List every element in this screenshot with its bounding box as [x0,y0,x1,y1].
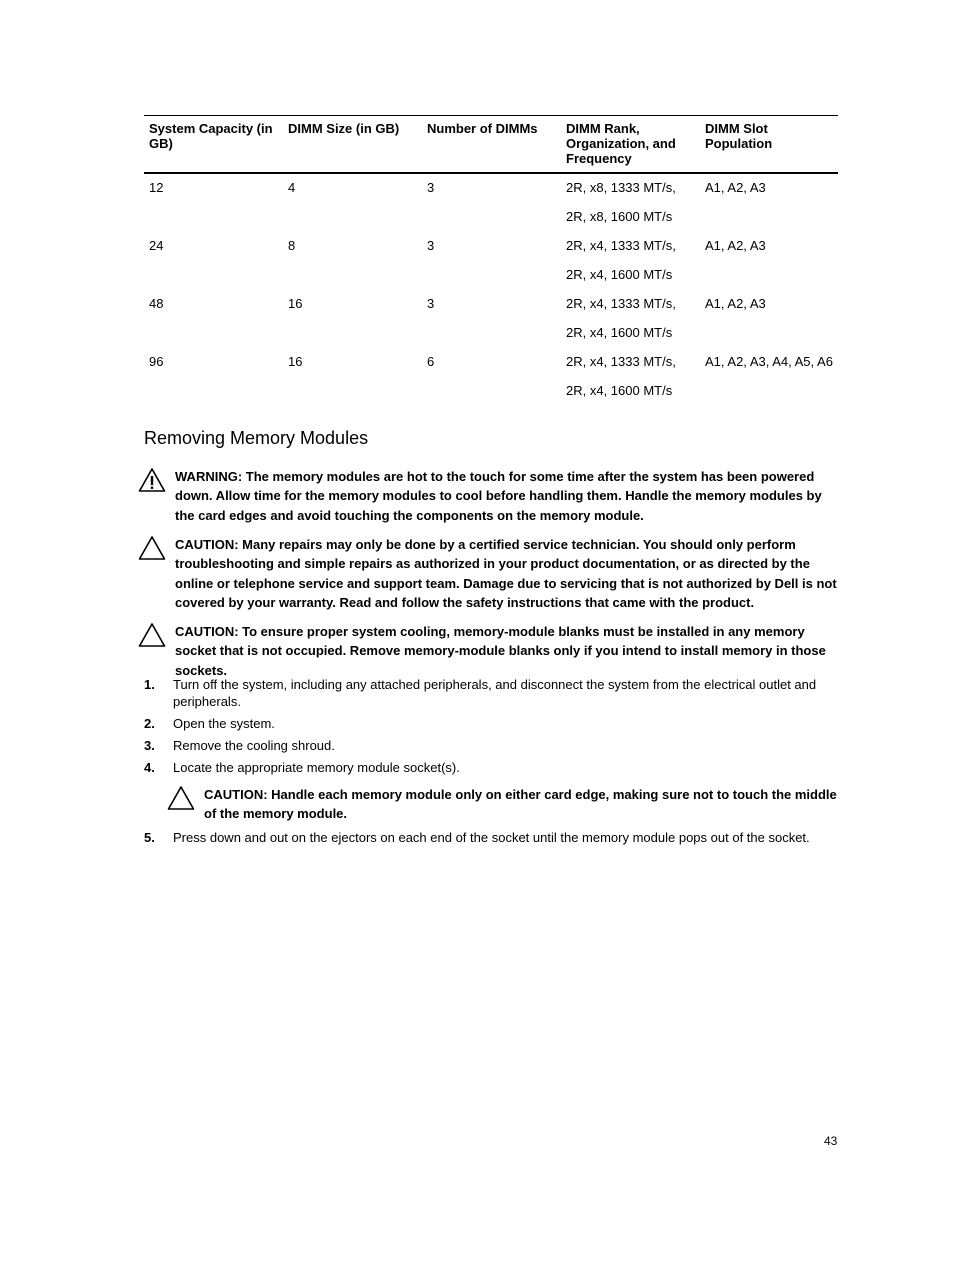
cell-slots: A1, A2, A3 [705,180,766,195]
header-dimm-rank: DIMM Rank, Organization, and Frequency [561,116,700,174]
caution-triangle-icon [138,622,166,648]
cell-rank: 2R, x4, 1600 MT/s [566,383,673,398]
warning-triangle-icon [138,467,166,493]
cell-count: 3 [427,296,435,311]
list-item [144,737,838,755]
cell-rank: 2R, x8, 1333 MT/s, [566,180,676,195]
step-number: 2. [144,716,155,731]
cell-rank: 2R, x8, 1600 MT/s [566,209,673,224]
caution-text: CAUTION: To ensure proper system cooling, memory-module blanks must be installed in any memory socket that is not occupied. Remove memory-module blanks only if you intend to install memory in those sockets. [175,624,826,678]
cell-size: 8 [288,238,296,253]
step-number: 3. [144,738,155,753]
table-row [144,348,838,377]
cell-rank: 2R, x4, 1333 MT/s, [566,296,676,311]
table-row [144,290,838,319]
cell-rank: 2R, x4, 1600 MT/s [566,267,673,282]
warning-notice [138,467,838,527]
cell-capacity: 12 [149,180,164,195]
table-row-continued [144,319,838,348]
warning-text: WARNING: The memory modules are hot to the touch for some time after the system has been powered down. Allow time for the memory modules to cool before handling them. Handle the memory modules by the card edges and avoid touching the components on the memory module. [175,469,822,523]
step-text: Locate the appropriate memory module socket(s). [173,760,460,775]
list-item [144,829,838,847]
cell-slots: A1, A2, A3, A4, A5, A6 [705,354,833,369]
cell-rank: 2R, x4, 1600 MT/s [566,325,673,340]
header-system-capacity: System Capacity (in GB) [144,116,283,174]
cell-count: 3 [427,180,435,195]
header-number-of-dimms: Number of DIMMs [422,116,561,174]
table-header-row [144,116,838,174]
cell-count: 3 [427,238,435,253]
step-number: 1. [144,677,155,692]
step-text: Press down and out on the ejectors on each end of the socket until the memory module pops out of the socket. [173,830,810,845]
cell-capacity: 24 [149,238,164,253]
caution-notice-repairs [138,535,838,615]
cell-size: 16 [288,354,303,369]
cell-rank: 2R, x4, 1333 MT/s, [566,238,676,253]
cell-capacity: 96 [149,354,164,369]
cell-count: 6 [427,354,435,369]
page-number: 43 [824,1134,838,1148]
list-item [144,715,838,733]
step-text: Open the system. [173,716,275,731]
caution-notice-cooling [138,622,838,678]
cell-slots: A1, A2, A3 [705,296,766,311]
header-slot-population: DIMM Slot Population [700,116,838,174]
caution-triangle-icon [138,535,166,561]
cell-size: 4 [288,180,296,195]
section-heading: Removing Memory Modules [144,428,369,448]
cell-slots: A1, A2, A3 [705,238,766,253]
caution-notice-handle [167,785,838,825]
step-text: Remove the cooling shroud. [173,738,335,753]
dimm-population-table [144,115,838,406]
table-row [144,232,838,261]
cell-capacity: 48 [149,296,164,311]
table-row-continued [144,261,838,290]
cell-rank: 2R, x4, 1333 MT/s, [566,354,676,369]
caution-text: CAUTION: Handle each memory module only on either card edge, making sure not to touch the middle of the memory module. [204,787,837,822]
header-dimm-size: DIMM Size (in GB) [283,116,422,174]
table-row-continued [144,377,838,406]
caution-triangle-icon [167,785,195,811]
step-number: 4. [144,760,155,775]
list-item [144,676,838,712]
table-row [144,173,838,203]
step-text: Turn off the system, including any attached peripherals, and disconnect the system from the electrical outlet and peripherals. [173,677,817,709]
step-number: 5. [144,830,155,845]
caution-text: CAUTION: Many repairs may only be done by a certified service technician. You should only perform troubleshooting and simple repairs as authorized in your product documentation, or as directed by the online or telephone service and support team. Damage due to servicing that is not authorized by Dell is not covered by your warranty. Read and follow the safety instructions that came with the product. [175,537,837,610]
table-row-continued [144,203,838,232]
list-item [144,759,838,777]
cell-size: 16 [288,296,303,311]
